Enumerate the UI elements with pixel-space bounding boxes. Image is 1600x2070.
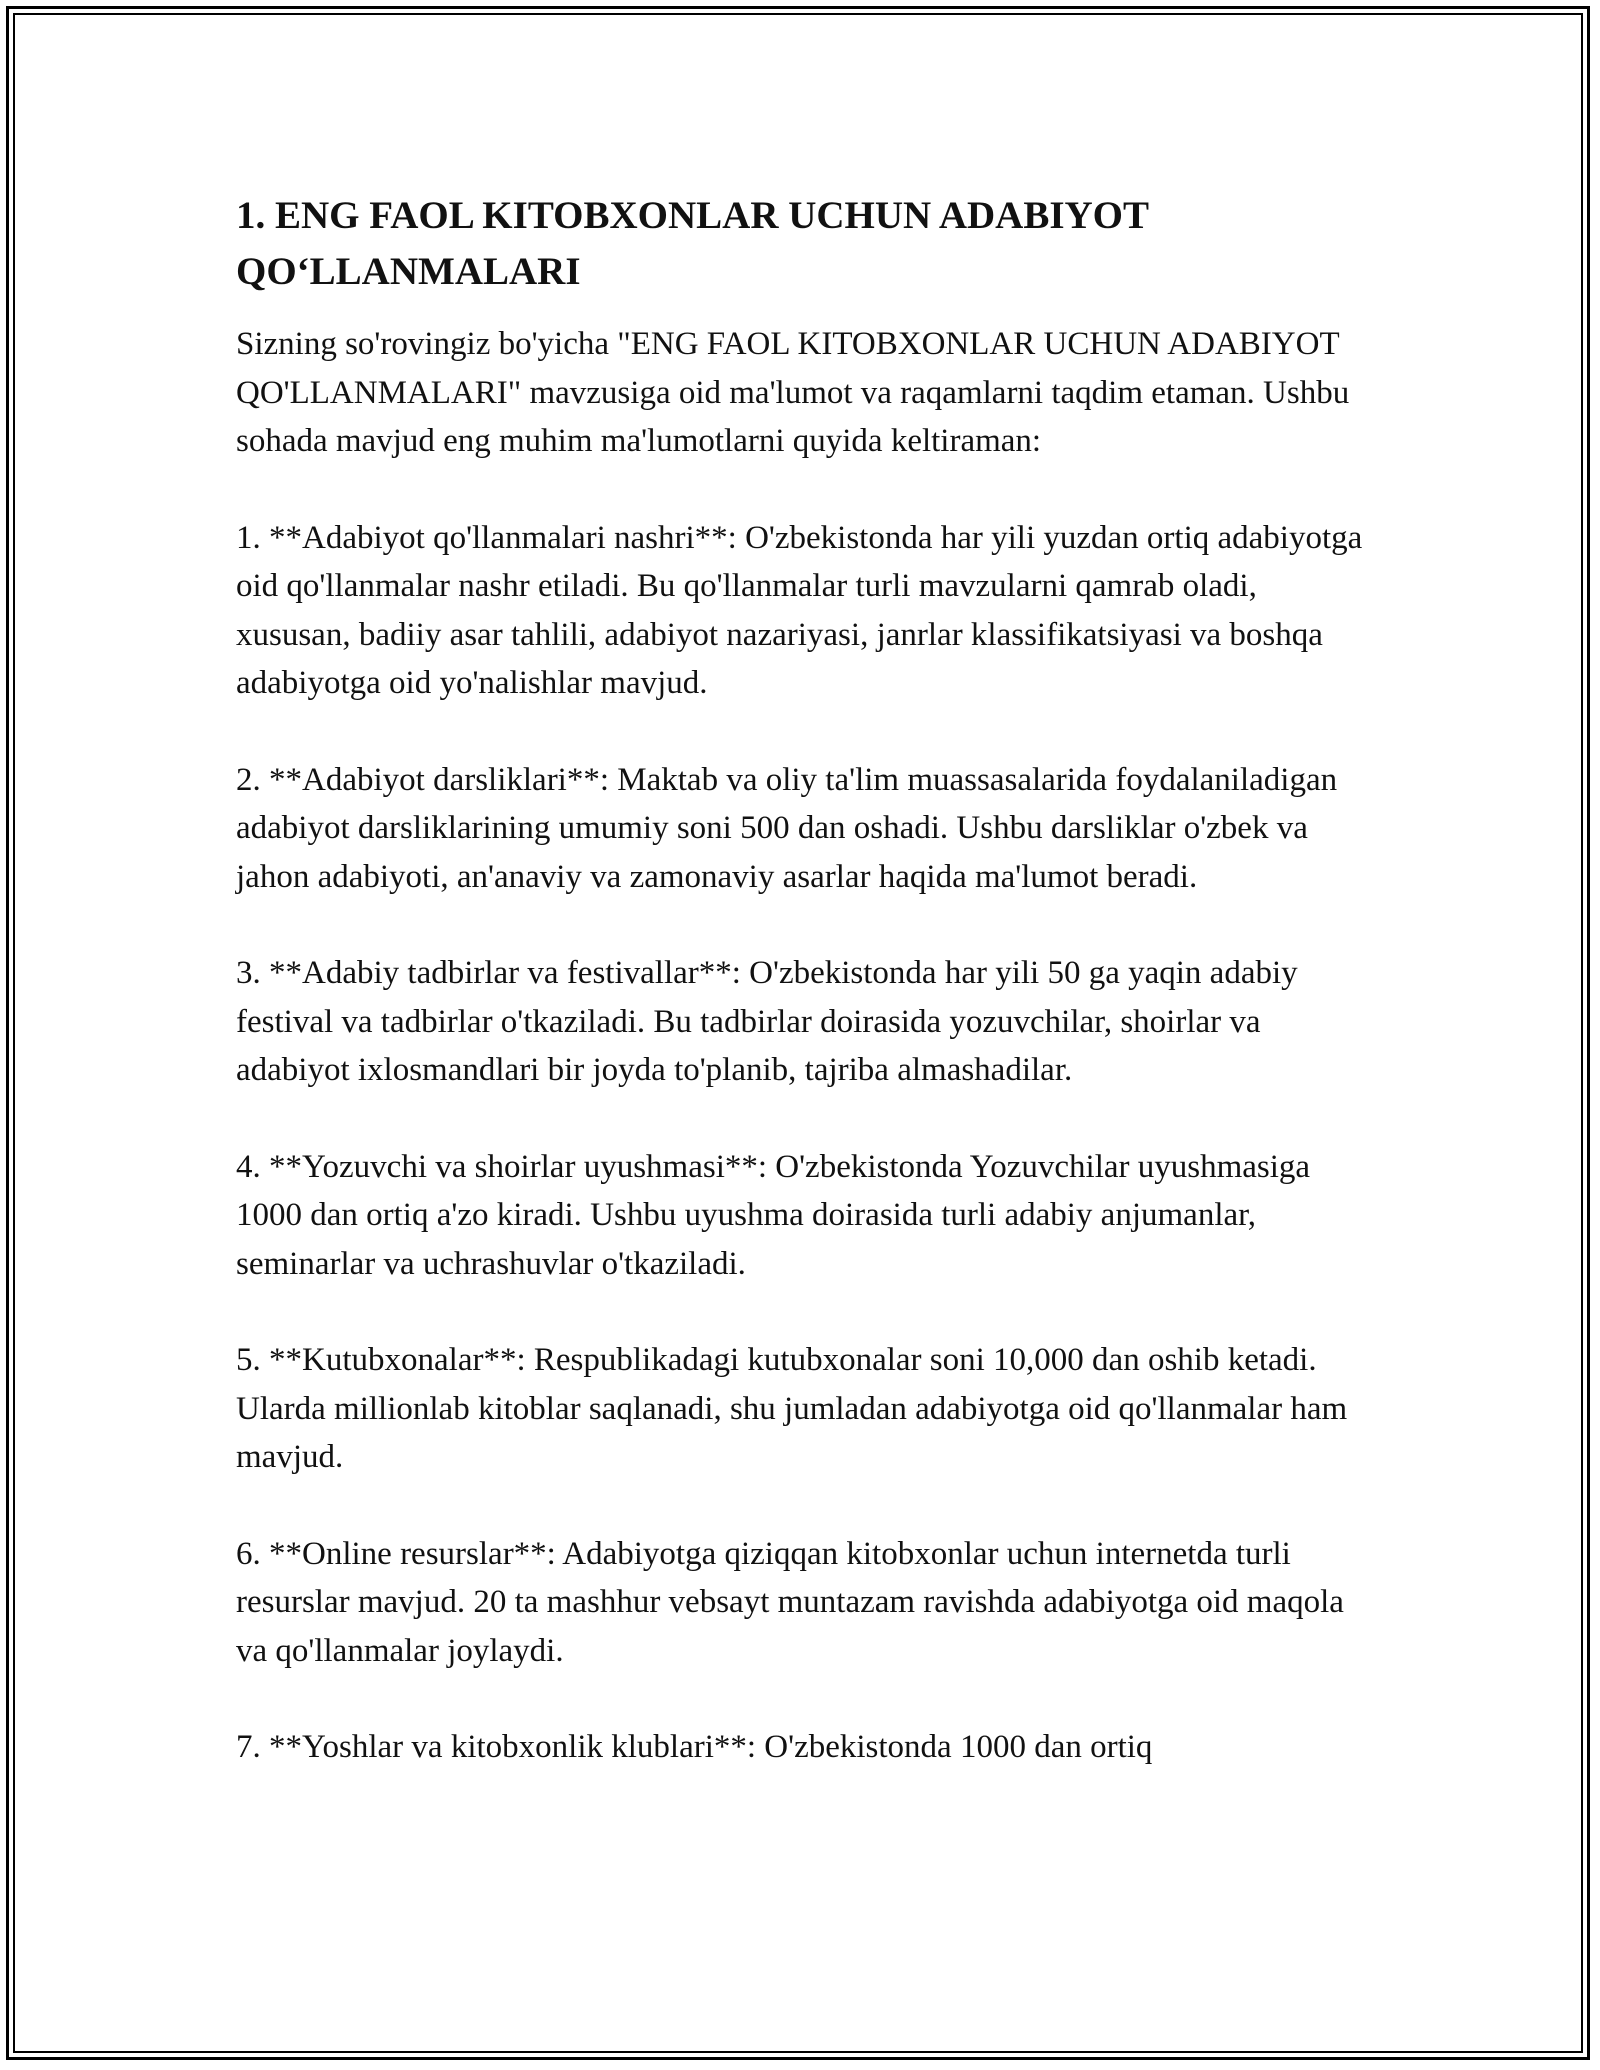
list-item: 7. **Yoshlar va kitobxonlik klublari**: O'zbekistonda 1000 dan ortiq: [236, 1729, 1153, 1765]
list-item: 4. **Yozuvchi va shoirlar uyushmasi**: O'zbekistonda Yozuvchilar uyushmasiga 1000 dan ortiq a'zo kiradi. Ushbu uyushma doirasida turli adabiy anjumanlar, seminarlar va uchrashuvlar o'tkaziladi.: [236, 1148, 1311, 1282]
document-body: [236, 188, 1376, 1820]
list-item: 6. **Online resurslar**: Adabiyotga qiziqqan kitobxonlar uchun internetda turli resurslar mavjud. 20 ta mashhur vebsayt muntazam ravishda adabiyotga oid maqola va qo'llanmalar joylaydi.: [236, 1535, 1344, 1669]
list-item: 1. **Adabiyot qo'llanmalari nashri**: O'zbekistonda har yili yuzdan ortiq adabiyotga oid qo'llanmalar nashr etiladi. Bu qo'llanmalar turli mavzularni qamrab oladi, xususan, badiiy asar tahlili, adabiyot nazariyasi, janrlar klassifikatsiyasi va boshqa adabiyotga oid yo'nalishlar mavjud.: [236, 519, 1363, 701]
list-item: 3. **Adabiy tadbirlar va festivallar**: O'zbekistonda har yili 50 ga yaqin adabiy festival va tadbirlar o'tkaziladi. Bu tadbirlar doirasida yozuvchilar, shoirlar va adabiyot ixlosmandlari bir joyda to'planib, tajriba almashadilar.: [236, 955, 1298, 1088]
intro-paragraph: Sizning so'rovingiz bo'yicha "ENG FAOL KITOBXONLAR UCHUN ADABIYOT QO'LLANMALARI" mavzusiga oid ma'lumot va raqamlarni taqdim etaman. Ushbu sohada mavjud eng muhim ma'lumotlarni quyida keltiraman:: [236, 326, 1350, 459]
list-item: 2. **Adabiyot darsliklari**: Maktab va oliy ta'lim muassasalarida foydalaniladigan adabiyot darsliklarining umumiy soni 500 dan oshadi. Ushbu darsliklar o'zbek va jahon adabiyoti, an'anaviy va zamonaviy asarlar haqida ma'lumot beradi.: [236, 761, 1338, 895]
document-title: 1. ENG FAOL KITOBXONLAR UCHUN ADABIYOT QO‘LLANMALARI: [236, 194, 1149, 293]
list-item: 5. **Kutubxonalar**: Respublikadagi kutubxonalar soni 10,000 dan oshib ketadi. Ularda millionlab kitoblar saqlanadi, shu jumladan adabiyotga oid qo'llanmalar ham mavjud.: [236, 1342, 1348, 1475]
